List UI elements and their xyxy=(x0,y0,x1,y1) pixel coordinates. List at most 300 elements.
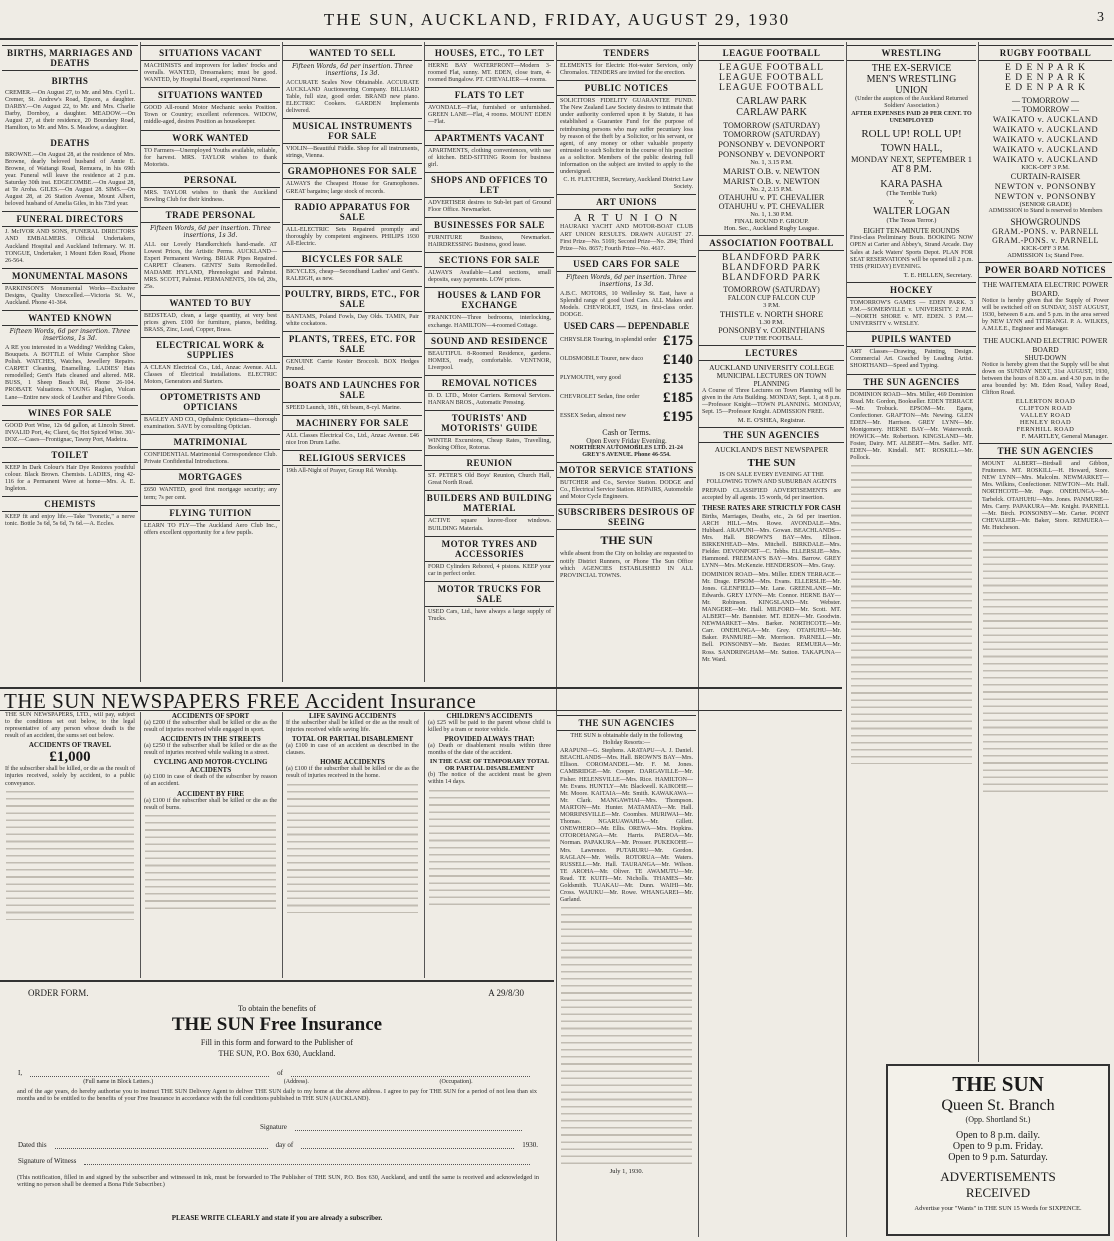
road-item: HENLEY ROAD xyxy=(1019,419,1072,427)
electrical-text: A CLEAN Electrical Co., Ltd., Anzac Avenue. ALL Classes of Electrical installations. ELECTRIC Motors, Generators and Starters. xyxy=(144,364,277,385)
eden-rows xyxy=(979,63,1112,93)
sun-agencies-heading-3: THE SUN AGENCIES xyxy=(979,443,1112,459)
plants-heading: PLANTS, TREES, ETC. FOR SALE xyxy=(283,331,422,357)
signature-label: Signature xyxy=(260,1123,287,1131)
eden-park-row: E D E N P A R K xyxy=(1005,83,1086,93)
boats-heading: BOATS AND LAUNCHES FOR SALE xyxy=(283,377,422,403)
order-address: THE SUN, P.O. Box 630, Auckland. xyxy=(218,1049,336,1058)
dependable-banner: USED CARS — DEPENDABLE xyxy=(563,320,690,331)
monday-next: MONDAY NEXT, SEPTEMBER 1 xyxy=(850,154,973,165)
rate-rule: Fifteen Words, 6d per insertion. Three insertions, 1s 3d. xyxy=(150,225,271,240)
opto-heading: OPTOMETRISTS AND OPTICIANS xyxy=(141,389,280,415)
exchange-text: FRANKTON—Three bedrooms, interlocking, exchange. HAMILTON—4-roomed Cottage. xyxy=(428,315,551,329)
plants-text: GENUINE Carrie Kester Broccoli. BOX Hedges Pruned. xyxy=(286,359,419,373)
column-wanted-sell xyxy=(282,42,422,682)
boats-text: SPEED Launch, 18ft., 6ft beam, 8-cyl. Marine. xyxy=(286,404,402,411)
time-1: No. 1, 3.15 P.M. xyxy=(750,159,793,166)
price-value: £175 xyxy=(663,332,693,349)
rugby-heading: RUGBY FOOTBALL xyxy=(979,45,1112,61)
witness-row xyxy=(18,1154,538,1165)
league-sign: Hon. Sec., Auckland Rugby League. xyxy=(724,225,819,232)
waikato-row: WAIKATO v. AUCKLAND xyxy=(992,114,1099,124)
sit-wanted-text: GOOD All-round Motor Mechanic seeks Position. Town or Country; excellent references. WIDOW, middle-aged, desires Position as housekeeper. xyxy=(144,105,277,126)
insurance-fill-4 xyxy=(429,789,550,909)
price-value: £135 xyxy=(663,370,693,387)
order-obtain: To obtain the benefits of xyxy=(237,1004,317,1013)
fire-text: (a) £100 if the subscriber shall be killed or die as the result of burns. xyxy=(144,797,277,811)
cycling-heading: CYCLING AND MOTOR-CYCLING ACCIDENTS xyxy=(153,758,268,775)
musical-text: VIOLIN—Beautiful Fiddle. Shop for all instruments, strings, Vienna. xyxy=(286,146,419,160)
price-note: CHRYSLER Touring, in splendid order xyxy=(560,337,657,344)
dayof-label: day of xyxy=(275,1141,294,1149)
sat-1: TOMORROW (SATURDAY) xyxy=(723,121,820,130)
removal-heading: REMOVAL NOTICES xyxy=(425,375,554,391)
match-3: MARIST O.B. v. NEWTON xyxy=(723,166,820,176)
machinery-text: ALL Classes Electrical Co., Ltd., Anzac Avenue. £46 nice Iron Drum Lathe. xyxy=(286,432,419,446)
strict-heading: THESE RATES ARE STRICTLY FOR CASH xyxy=(702,503,841,512)
rounds: EIGHT TEN-MINUTE ROUNDS xyxy=(863,227,960,236)
personal-heading: PERSONAL xyxy=(141,172,280,188)
time-2: No. 2, 2.15 P.M. xyxy=(750,186,793,193)
month-field[interactable] xyxy=(301,1138,514,1149)
insurance-col-3 xyxy=(282,712,422,978)
queen-open-3: Open to 9 p.m. Saturday. xyxy=(948,1152,1048,1163)
toilet-text: KEEP In Dark Colour's Hair Dye Restores youthful colour. Black Brown. Chemists. LADIES, ring 42-116 for a Permanent Wave at home—Mrs. A. E. Ingleton. xyxy=(5,464,135,493)
sun-open: IS ON SALE EVERY EVENING AT THE FOLLOWING TOWN AND SUBURBAN AGENTS xyxy=(706,472,837,486)
column-houses xyxy=(424,42,554,682)
road-item: FERNHILL ROAD xyxy=(1016,426,1075,434)
roll-up: ROLL UP! ROLL UP! xyxy=(861,128,962,141)
public-text: SOLICITORS FIDELITY GUARANTEE FUND. The New Zealand Law Society desires to intimate that under authority conferred upon it by Statute, it has established a Guarantee Fund for the purpose of reimbursing persons who may suffer pecuniary loss by reason of the theft by a Solicitor, or his servant, or agent, of any money or other valuable property entrusted to such Solicitor in the course of his practice as a solicitor. Members of the public desiring full information on the subject are invited to apply to the undersigned. xyxy=(560,98,693,176)
order-code: A 29/8/30 xyxy=(488,988,524,998)
grampons-row: GRAM.-PONS. v. PARNELL xyxy=(992,236,1099,246)
motor-service-text: BUTCHER and Co., Service Station. DODGE and Co., Electrical Service Station. REPAIRS, Automobile and Motor Cycle Engineers. xyxy=(560,480,693,501)
price-note: ESSEX Sedan, almost new xyxy=(560,413,627,420)
best-paper: AUCKLAND'S BEST NEWSPAPER xyxy=(714,445,829,455)
pupils-text: ART Classes—Drawing, Painting, Design. Commercial Art. Coached by Leading Artist. SHORTHAND—Speed and Typing. xyxy=(850,349,973,370)
kara-pasha: KARA PASHA xyxy=(880,179,943,191)
queen-open-2: Open to 9 p.m. Friday. xyxy=(952,1141,1044,1152)
removal-text: D. D. LTD., Motor Carriers. Removal Services. HANRAN BROS., Automatic Pressing. xyxy=(428,392,551,406)
shops-heading: SHOPS AND OFFICES TO LET xyxy=(425,172,554,198)
grampons-rows xyxy=(979,227,1112,245)
funeral-text: J. McIVOR AND SONS, FUNERAL DIRECTORS AND EMBALMERS. Official Undertakers, Auckland Hospital and Auckland Infirmary. W. H. TONGUE, Undertaker, 1 Mount Eden Road, Phone 26-564. xyxy=(5,229,135,264)
price-value: £195 xyxy=(663,408,693,425)
motor-tyres-text: FORD Cylinders Rebored, 4 pistons. KEEP your car in perfect order. xyxy=(428,563,551,577)
queen-branch: Queen St. Branch xyxy=(941,1097,1055,1114)
blandford-rows xyxy=(699,253,844,283)
falcon-cup: FALCON CUP FALCON CUP xyxy=(727,294,816,302)
match-4: MARIST O.B. v. NEWTON xyxy=(723,176,820,186)
insurance-banner xyxy=(0,687,842,711)
matrimonial-heading: MATRIMONIAL xyxy=(141,434,280,450)
insurance-fill-1 xyxy=(6,790,134,920)
final-round: FINAL ROUND F. GROUP. xyxy=(734,218,809,225)
machinery-heading: MACHINERY FOR SALE xyxy=(283,415,422,431)
births-heading: BIRTHS xyxy=(51,76,89,86)
wines-text: GOOD Port Wine, 12s 6d gallon, at Lincoln Street. INVALID Port, 4s; Claret, 6s; Hot Spiced Wine. 30/- DOZ.—Cases—Frontignac, Tawny Port, Madeira. xyxy=(5,422,135,443)
motor-trucks-heading: MOTOR TRUCKS FOR SALE xyxy=(425,581,554,607)
total-heading: TOTAL OR PARTIAL DISABLEMENT xyxy=(291,735,414,744)
mid-agencies-list: ARAPUNI—G. Stephens. ARATAPU—A. J. Daniel. BEACHLANDS—Mrs. Hall. BROWN'S BAY—Mrs. Ellison. COROMANDEL—Mr. F. M. Jones. CAMBRIDGE—Mr. Cooper. DARGAVILLE—Mr. Fisher. HELENSVILLE—Mrs. Rice. HAMILTON—Mr. Evans. HUNTLY—Mr. Blackwell. KAIKOHE—Mr. Moore. KAITAIA—Mr. Smith. KAWAKAWA—Mr. Clark. MANGAWHAI—Mrs. Thompson. MARTON—Mr. Hunter. MATAMATA—Mr. Hall. MORRINSVILLE—Mr. Coombes. MURIWAI—Mr. Thomas. NGARUAWAHIA—Mr. Gillett. ONEWHERO—Mr. Ellis. OREWA—Mrs. Hopkins. OTOROHANGA—Mr. Harris. PAEROA—Mr. Norman. PAPAKURA—Mr. Prosser. PUKEKOHE—Mrs. Lawrence. PUTARURU—Mr. Gordon. RAGLAN—Mr. Wells. ROTORUA—Mr. Waters. RUSSELL—Mr. Hall. TAURANGA—Mr. Wilson. TE AROHA—Mr. Oliver. TE AWAMUTU—Mr. Read. TE KUITI—Mr. Nicholls. THAMES—Mr. Goldsmith. TUAKAU—Mr. Dunn. WAIHI—Mr. Cross. WAIUKU—Mr. Rowe. WHANGAREI—Mr. Garland. xyxy=(560,748,693,904)
assoc-heading: ASSOCIATION FOOTBALL xyxy=(699,235,844,251)
agencies-fill xyxy=(851,464,972,764)
order-fill: Fill in this form and forward to the Publisher of xyxy=(200,1038,354,1047)
radio-text: ALL-ELECTRIC Sets Repaired promptly and thoroughly by competent engineers. PHILIPS 1930 All-Electric. xyxy=(286,226,419,247)
funeral-heading: FUNERAL DIRECTORS xyxy=(2,211,138,227)
assoc-match-1: THISTLE v. NORTH SHORE xyxy=(719,309,824,319)
sun-logo-2: THE SUN xyxy=(747,457,796,470)
shops-text: ADVERTISER desires to Sub-let part of Ground Floor Office. Newmarket. xyxy=(428,199,551,213)
mortgages-heading: MORTGAGES xyxy=(141,469,280,485)
mid-agencies-fill xyxy=(561,906,692,1166)
match-2: PONSONBY v. DEVONPORT xyxy=(718,149,825,159)
texas-terror: (The Texas Terror.) xyxy=(886,217,937,225)
blandford-row: BLANDFORD PARK xyxy=(722,273,821,283)
walter-logan: WALTER LOGAN xyxy=(872,206,951,218)
rate-rule: Fifteen Words, 6d per insertion. Three insertions, 1s 3d. xyxy=(292,63,413,78)
sun-logo: THE SUN xyxy=(600,533,653,548)
power-heading: POWER BOARD NOTICES xyxy=(979,262,1112,278)
power-text-2: Notice is hereby given that the Supply will be shut down on SUNDAY NEXT, 31st AUGUST, 1930, between the hours of 8.30 a.m. and 4.30 p.m. in the area bounded by: Mt. Eden Road, Valley Road, Clifton Road. xyxy=(982,361,1109,396)
wrestling-title-2: MEN'S WRESTLING xyxy=(866,74,957,85)
eden-park-row: E D E N P A R K xyxy=(1005,63,1086,73)
order-of-label: of xyxy=(277,1069,283,1077)
order-labels xyxy=(18,1079,538,1085)
motor-tyres-heading: MOTOR TYRES AND ACCESSORIES xyxy=(425,536,554,562)
agencies-text-3: MOUNT ALBERT—Birdsall and Gibbon, Fruiterers. MT. ROSKILL—H. Howard, Store. NEW LYNN—Mrs. Malcolm. NEWMARKET—Mrs. Wilkins, Confectioner. NEWTON—Mr. Hall. NORTHCOTE—Mr. Page. ONEHUNGA—Mr. Tarbelck. OTAHUHU—Mrs. Jones. PANMURE—Mrs. Carry. PAPAKURA—Mr. Knight. PARNELL—Mr. Birch. PONSONBY—Mr. Carter. POINT CHEVALIER—Mr. Baker, Store. REMUERA—Mr. Hutcheson. xyxy=(982,461,1109,531)
order-name-field[interactable] xyxy=(30,1066,269,1077)
wanted-buy-heading: WANTED TO BUY xyxy=(141,295,280,311)
bicycles-text: BICYCLES, cheap—Secondhand Ladies' and Gent's. RALEIGH, as new. xyxy=(286,268,419,283)
lectures-sub: MUNICIPAL LECTURES ON TOWN PLANNING xyxy=(716,372,827,388)
wrestling-sign: T. E. HELLEN, Secretary. xyxy=(903,271,972,279)
prepaid-text: PREPAID CLASSIFIED ADVERTISEMENTS are accepted by all agents. 15 words, 6d per insertion. xyxy=(702,487,841,501)
wanted-sell-text: ACCURATE Scales Now Obtainable. ACCURATE AUCKLAND Auctioneering Company. BILLIARD Table, full size, good order. BRAND new piano. ELECTRIC Cookers. GARDEN Implements delivered. xyxy=(286,79,419,115)
northern-auto: NORTHERN AUTOMOBILES LTD. 21-24 GREY'S AVENUE. Phone 46-554. xyxy=(570,444,683,459)
queen-ads: ADVERTISEMENTS xyxy=(940,1169,1056,1184)
motor-trucks-text: USED Cars, Ltd., have always a large supply of Trucks. xyxy=(428,608,551,622)
apartments-heading: APARTMENTS VACANT xyxy=(425,130,554,146)
gramophones-heading: GRAMOPHONES FOR SALE xyxy=(283,163,422,179)
assoc-cup: CUP THE FOOTBALL xyxy=(740,335,803,342)
lectures-sign: M. E. O'SHEA, Registrar. xyxy=(737,417,806,425)
road-item: ELLERTON ROAD xyxy=(1015,398,1076,406)
lectures-heading: LECTURES xyxy=(699,345,844,361)
agencies-fill-2 xyxy=(983,534,1108,794)
power-head: THE WAITEMATA ELECTRIC POWER BOARD. xyxy=(982,280,1109,299)
waikato-row: WAIKATO v. AUCKLAND xyxy=(992,134,1099,144)
wrestling-title-1: THE EX-SERVICE xyxy=(871,63,952,74)
order-agree: and of the age years, do hereby authorise you to instruct THE SUN Delivery Agent to deliver THE SUN daily to my home at the above address. I agree to pay for THE SUN for a period of not less than six months and to be entitled to the benefits of your Free Insurance in accordance with the full conditions published in THE SUN (AUCKLAND). xyxy=(17,1088,537,1103)
insurance-intro: THE SUN NEWSPAPERS, LTD., will pay, subject to the conditions set out below, to the legal representative of any person whose death is the result of an accident, the sums set out below. xyxy=(5,712,135,740)
opto-text: BAGLEY AND CO., Opthalmic Opticians—thorough examination. SAVE by consulting Optician. xyxy=(144,417,277,431)
eden-park-row: E D E N P A R K xyxy=(1005,73,1086,83)
flats-heading: FLATS TO LET xyxy=(425,87,554,103)
time-3: No. 1, 1.30 P.M. xyxy=(750,211,793,218)
fire-heading: ACCIDENT BY FIRE xyxy=(177,789,244,798)
sun-agencies-heading-2: THE SUN AGENCIES xyxy=(847,374,976,390)
insurance-fill-2 xyxy=(145,814,276,914)
waikato-row: WAIKATO v. AUCKLAND xyxy=(992,124,1099,134)
assoc-time: 3 P.M. xyxy=(763,302,780,309)
at-8: AT 8 P.M. xyxy=(891,164,932,176)
electrical-heading: ELECTRICAL WORK & SUPPLIES xyxy=(141,337,280,363)
tomorrow-1: — TOMORROW — xyxy=(1011,96,1080,105)
sat-2: TOMORROW (SATURDAY) xyxy=(723,130,820,139)
sport-heading: ACCIDENTS OF SPORT xyxy=(171,712,250,720)
blandford-row: BLANDFORD PARK xyxy=(722,263,821,273)
musical-heading: MUSICAL INSTRUMENTS FOR SALE xyxy=(283,118,422,144)
sport-text: (a) £200 if the subscriber shall be killed or die as the result of injuries received while engaged in sport. xyxy=(144,720,277,734)
masthead-title: THE SUN, AUCKLAND, FRIDAY, AUGUST 29, 1930 xyxy=(323,10,791,29)
league-rows xyxy=(699,63,844,93)
business-heading: BUSINESSES FOR SALE xyxy=(425,217,554,233)
order-line-1 xyxy=(18,1066,538,1077)
queen-advertise: Advertise your "Wants" in THE SUN 15 Words for SIXPENCE. xyxy=(914,1205,1082,1212)
houses-text: HERNE BAY WATERFRONT—Modern 3-roomed Flat, sunny. MT. EDEN, close tram, 4-roomed Bungalow. PT. CHEVALIER—4 rooms. xyxy=(428,63,551,84)
radio-heading: RADIO APPARATUS FOR SALE xyxy=(283,199,422,225)
section-births-heading: BIRTHS, MARRIAGES AND DEATHS xyxy=(2,45,138,71)
lectures-head: AUCKLAND UNIVERSITY COLLEGE xyxy=(709,363,834,372)
religious-text: 19th All-Night of Prayer, Group Rd. Worship. xyxy=(286,467,398,474)
poultry-text: BANTAMS, Poland Fowls, Day Olds. TAMIN, Pair white cockatoos. xyxy=(286,314,419,328)
price-row xyxy=(560,352,693,369)
blandford-row: BLANDFORD PARK xyxy=(722,253,821,263)
wanted-sell-heading: WANTED TO SELL xyxy=(283,45,422,61)
mid-agencies-heading: THE SUN AGENCIES xyxy=(557,715,696,731)
newton-row: NEWTON v. PONSONBY xyxy=(994,191,1097,201)
column-births xyxy=(2,42,138,682)
tourists-text: WINTER Excursions, Cheap Rates, Travelling, Booking Office, Rotorua. xyxy=(428,438,551,452)
price-value: £140 xyxy=(663,351,693,368)
wanted-buy-text: BEDSTEAD, clean, a large quantity, at very best prices given. £100 for furniture, pianos, bedding. BRASS, Zinc, Lead, Copper, Brass. xyxy=(144,312,277,333)
hockey-heading: HOCKEY xyxy=(847,282,976,298)
art-text: HAURAKI YACHT AND MOTOR-BOAT CLUB ART UNION RESULTS. DRAWN AUGUST 27. First Prize—No. 5169; Second Prize—No. 284; Third Prize—No. 8657; Fourth Prize—No. 4617. xyxy=(560,224,693,252)
strict-text: Births, Marriages, Deaths, etc., 2s 6d per insertion. ARCH HILL—Mrs. Rowe. AVONDALE—Mrs. Hubbard. ARAPUNI—Mrs. Gowan. BEACHLANDS—Mrs. Hall. BROWN'S BAY—Mrs. Ellison. BIRKENHEAD—Mrs. Mitchell. BIRKDALE—Mrs. Fielder. DEVONPORT—C. Tebbs. ELLERSLIE—Mrs. Hammond. FREEMAN'S BAY—Mrs. Barrow. GREY LYNN—Mrs. McKenzie. HENDERSON—Mrs. Gray. xyxy=(702,513,841,570)
order-form xyxy=(0,980,554,1241)
column-football xyxy=(698,42,844,1237)
used-cars-heading: USED CARS FOR SALE xyxy=(557,256,696,272)
rate-rule: Fifteen Words, 6d per insertion. Three insertions, 1s 3d. xyxy=(9,328,131,343)
signature-row xyxy=(260,1120,530,1131)
total-text: (a) £100 in case of an accident as described in the clauses. xyxy=(286,743,419,757)
power-sign: F. MARTLEY, General Manager. xyxy=(1021,433,1108,441)
children-text: (a) £25 will be paid to the parent whose child is killed by a tram or motor vehicle. xyxy=(428,720,551,734)
curtain-raiser: CURTAIN-RAISER xyxy=(1010,171,1081,181)
power-text: Notice is hereby given that the Supply of Power will be switched off on SUNDAY, 31ST AUGUST, 1930, between 8 a.m. and 5 p.m. in the area served by NEW LYNN and TITIRANGI. P. A. WILKES, A.M.I.E.E., Engineer and Manager. xyxy=(982,298,1109,333)
builders-heading: BUILDERS AND BUILDING MATERIAL xyxy=(425,490,554,516)
price-note: CHEVROLET Sedan, fine order xyxy=(560,394,640,401)
dated-row xyxy=(18,1138,538,1149)
address-label: (Address). xyxy=(283,1079,309,1085)
deaths-text: BROWNE.—On August 28, at the residence of Mrs. Browne, dearly beloved husband of Annie E. Browne, of Waitangi Road, Remuera, in his 69th year. Funeral will leave the residence at 2 p.m. Saturday 30th inst. EDGECOMBE.—On August 28, at Te Aroha. GILES.—On August 28. SIMS.—On August 28, at 26 Station Avenue, Mount Albert, beloved husband of Amelia Giles, in his 73rd year. xyxy=(5,151,135,208)
wrestling-text: First-class Preliminary Bouts. BOOKING NOW OPEN at Carter and Abbey's, Strand Arcade. Day Sales at Jack Waters' Sports Depot. PLAN FOR SEAT RESERVATIONS will be opened till 2 p.m. THIS (FRIDAY) EVENING. xyxy=(850,235,973,270)
witness-label: Signature of Witness xyxy=(18,1157,77,1165)
cycling-text: (a) £100 in case of death of the subscriber by reason of an accident. xyxy=(144,774,277,788)
price-row xyxy=(560,390,693,407)
terrible-turk: (The Terrible Turk) xyxy=(886,190,937,198)
assoc-match-2: PONSONBY v. CORINTHIANS xyxy=(718,326,825,335)
wanted-known-text: A RE you interested in a Wedding? Wedding Cakes, Bouquets. A BOTTLE of White Camphor Shoe Polish. WATCHES, Watches, Jewellery Repairs. CARPET Cleaning, Enamelling. LADIES' Hats remodelled; Gent's Hats cleaned and altered. MR. BUSS, 1 Sheep Beach Rd, Phone 26-104. PROBATE Valuations. YOUNG Raglan, Vulcan Lane—Entire new stock of Leather and Fibre Goods. xyxy=(5,344,135,401)
subscribers-heading: SUBSCRIBERS DESIROUS OF SEEING xyxy=(557,504,696,530)
versus: v. xyxy=(908,197,915,207)
price-note: OLDSMOBILE Tourer, new duco xyxy=(560,356,644,363)
deaths-heading: DEATHS xyxy=(50,137,90,148)
home-heading: HOME ACCIDENTS xyxy=(320,758,385,767)
kickoff-2: KICK-OFF 3 P.M. xyxy=(1021,245,1070,253)
travel-heading: ACCIDENTS OF TRAVEL xyxy=(28,741,112,750)
wines-heading: WINES FOR SALE xyxy=(2,405,138,421)
league-row: LEAGUE FOOTBALL xyxy=(719,83,824,93)
street-heading: ACCIDENTS IN THE STREETS xyxy=(160,735,261,744)
monumental-heading: MONUMENTAL MASONS xyxy=(2,268,138,284)
dated-label: Dated this xyxy=(18,1141,47,1149)
subscribers-text: while absent from the City on holiday are requested to notify District Runners, or Phone The Sun Office which AGENCIES ESTABLISHED IN ALL PROVINCIAL TOWNS. xyxy=(560,551,693,579)
poultry-heading: POULTRY, BIRDS, ETC., FOR SALE xyxy=(283,286,422,312)
chemists-heading: CHEMISTS xyxy=(2,496,138,512)
admission-2: ADMISSION 1s; Stand Free. xyxy=(1007,252,1084,260)
price-value: £185 xyxy=(663,389,693,406)
power-head-2: THE AUCKLAND ELECTRIC POWER BOARD xyxy=(983,335,1108,354)
houses-heading: HOUSES, ETC., TO LET xyxy=(425,45,554,61)
monumental-text: PARKINSON'S Monumental Works—Exclusive Designs, Quality Unexcelled.—Victoria St. W., Auckland. Phone 41-364. xyxy=(5,285,135,306)
situations-text: MACHINISTS and improvers for ladies' frocks and overalls. WANTED, Dressmakers; must be good. WANTED, by Hospital Board, experienced Nurse. xyxy=(144,63,277,84)
agencies-list: DOMINION ROAD—Mrs. Miller. EDEN TERRACE—Mr. Drage. EPSOM—Mrs. Evans. ELLERSLIE—Mr. Jones. GLENFIELD—Mr. Lane. GREENLANE—Mr. Edwards. GREY LYNN—Mr. Connor. HERNE BAY—Mr. Robinson. KINGSLAND—Mr. Webster. MANGERE—Mr. Hall. MILFORD—Mr. Scott. MT. ALBERT—Mr. Bannister. MT. EDEN—Mr. Goodwin. NEWMARKET—Mrs. Barker. NORTHCOTE—Mr. Carr. ONEHUNGA—Mr. Grey. OTAHUHU—Mr. Baker. PANMURE—Mr. Morrison. PARNELL—Mr. Bell. PONSONBY—Mr. Baxter. REMUERA—Mr. Ross. SANDRINGHAM—Mr. Sutton. TAKAPUNA—Mr. Ward. xyxy=(702,571,841,663)
shutdown: SHUT-DOWN xyxy=(1024,353,1067,362)
carlaw-2: CARLAW PARK xyxy=(736,107,807,118)
mortgages-text: £650 WANTED, good first mortgage security; any term; 7s per cent. xyxy=(144,487,277,501)
hockey-text: TOMORROW'S GAMES — EDEN PARK. 3 P.M.—SOMERVILLE v. UNIVERSITY. 2 P.M.—NORTH SHORE v. MT. EDEN. 3 P.M.—UNIVERSITY v. WESLEY. xyxy=(850,299,973,328)
dated-field[interactable] xyxy=(55,1138,268,1149)
children-heading: CHILDREN'S ACCIDENTS xyxy=(446,712,533,720)
queen-received: RECEIVED xyxy=(965,1185,1031,1200)
assoc-time-2: 1.30 P.M. xyxy=(759,319,784,326)
trade-heading: TRADE PERSONAL xyxy=(141,207,280,223)
queen-st-branch-ad xyxy=(886,1064,1110,1236)
public-heading: PUBLIC NOTICES xyxy=(557,80,696,96)
wrestling-heading: WRESTLING xyxy=(847,45,976,61)
match-1: PONSONBY v. DEVONPORT xyxy=(718,139,825,149)
grampons-row: GRAM.-PONS. v. PARNELL xyxy=(992,227,1099,237)
roads-list xyxy=(979,398,1112,433)
newton-rows xyxy=(979,181,1112,201)
provided-text: (a) Death or disablement results within three months of the date of the accident. xyxy=(428,743,551,757)
matrimonial-text: CONFIDENTIAL Matrimonial Correspondence Club. Private Confidential Introductions. xyxy=(144,452,277,466)
column-rugby xyxy=(978,42,1112,1062)
column-situations xyxy=(140,42,280,682)
wrestling-sub: (Under the auspices of the Auckland Returned Soldiers' Association.) xyxy=(855,96,968,110)
births-text: CREMER.—On August 27, to Mr. and Mrs. Cyril L. Cremer, St. Andrew's Road, Epsom, a daughter. DARBY.—On August 22, to Mr. and Mrs. Charlie Darby, Dornboy, a daughter. MEADOW.—On August 27, at their residence, 20 Boundary Road, Hamilton, to Mr. and Mrs. S. Meadow, a daughter. xyxy=(5,90,135,132)
work-heading: WORK WANTED xyxy=(141,130,280,146)
sound-text: BEAUTIFUL 8-Roomed Residence, gardens. HOMES, ready, comfortable. VENTNOR, Liverpool. xyxy=(428,350,551,371)
wrestling-title-3: UNION xyxy=(895,85,928,96)
sit-wanted-heading: SITUATIONS WANTED xyxy=(141,87,280,103)
work-text: TO Farmers—Unemployed Youths available, reliable, for harvest. MRS. TAYLOR wishes to thank Motorists. xyxy=(144,147,277,168)
flats-text: AVONDALE—Flat, furnished or unfurnished. GREEN LANE—Flat, 4 rooms. MOUNT EDEN—Flat. xyxy=(428,105,551,126)
builders-text: ACTIVE square louvre-floor windows. BUILDING Materials. xyxy=(428,518,551,532)
sections-heading: SECTIONS FOR SALE xyxy=(425,252,554,268)
reunion-text: ST. PETER'S Old Boys' Reunion, Church Hall, Great North Road. xyxy=(428,473,551,487)
year-label: 1930. xyxy=(522,1141,538,1149)
insurance-col-1 xyxy=(2,712,138,978)
sound-heading: SOUND AND RESIDENCE xyxy=(425,333,554,349)
flying-heading: FLYING TUITION xyxy=(141,505,280,521)
occupation-label: (Occupation). xyxy=(439,1079,473,1085)
partial-text: (b) The notice of the accident must be given within 14 days. xyxy=(428,772,551,786)
road-item: CLIFTON ROAD xyxy=(1018,405,1073,413)
town-hall: TOWN HALL, xyxy=(880,143,943,155)
league-row: LEAGUE FOOTBALL xyxy=(719,63,824,73)
chemists-text: KEEP fit and enjoy life.—Take "Ivonetic," a nerve tonic. Bottle 3s 6d, 5s 6d, 7s 6d.—A. Eccles. xyxy=(5,514,135,528)
league-row: LEAGUE FOOTBALL xyxy=(719,73,824,83)
religious-heading: RELIGIOUS SERVICES xyxy=(283,450,422,466)
home-text: (a) £100 if the subscriber shall be killed or die as the result of injuries received in the home. xyxy=(286,766,419,780)
newton-row: NEWTON v. PONSONBY xyxy=(994,181,1097,191)
signature-field[interactable] xyxy=(295,1120,522,1131)
price-list xyxy=(557,333,696,426)
insurance-amount: £1,000 xyxy=(49,749,91,766)
order-footer: (This notification, filled in and signed by the subscriber and witnessed in ink, must be forwarded to The Publisher of THE SUN, P.O. Box 630, Auckland, and until the same is received and acknowledged in writing no person shall be deemed a Bona Fide Subscriber.) xyxy=(17,1174,539,1189)
match-6: OTAHUHU v. PT. CHEVALIER xyxy=(718,202,825,211)
grades: (SENIOR GRADE) xyxy=(1019,201,1072,208)
pupils-heading: PUPILS WANTED xyxy=(847,331,976,347)
waikato-rows xyxy=(979,114,1112,164)
sections-text: ALWAYS Available—Land sections, small deposits, easy payments. LOW prices. xyxy=(428,270,551,284)
insurance-dated: July 1, 1930. xyxy=(609,1168,644,1176)
price-row xyxy=(560,333,693,350)
column-wrestling xyxy=(846,42,976,1237)
witness-field[interactable] xyxy=(84,1154,530,1165)
admission: ADMISSION to Stand is reserved to Members xyxy=(988,208,1103,214)
exchange-heading: HOUSES & LAND FOR EXCHANGE xyxy=(425,287,554,313)
business-text: FURNITURE Business, Newmarket. HAIRDRESSING Business, good lease. xyxy=(428,235,551,249)
street-text: (a) £250 if the subscriber shall be killed or die as the result of injuries received while walking in a street. xyxy=(144,743,277,757)
match-5: OTAHUHU v. PT. CHEVALIER xyxy=(718,193,825,202)
mid-agencies-head: THE SUN is obtainable daily in the following Holiday Resorts:— xyxy=(570,733,683,747)
art-heading: ART UNIONS xyxy=(557,194,696,210)
lectures-text: A Course of Three Lectures on Town Planning will be given in the Arts Building. MONDAY, Sept. 1, at 8 p.m.—Professor Knight—TOWN PLANNING. MONDAY, Sept. 15—Professor Knight. ADMISSION FREE. xyxy=(702,388,841,416)
personal-text: MRS. TAYLOR wishes to thank the Auckland Bowling Club for their kindness. xyxy=(144,189,277,203)
apartments-text: APARTMENTS, clothing conveniences, with use of kitchen. BED-SITTING Room for business girl. xyxy=(428,147,551,168)
price-row xyxy=(560,409,693,426)
wanted-known-heading: WANTED KNOWN xyxy=(2,310,138,326)
public-sign: C. H. FLETCHER, Secretary, Auckland District Law Society. xyxy=(563,177,693,191)
art-banner: A R T U N I O N xyxy=(573,212,680,225)
insurance-headline: THE SUN NEWSPAPERS FREE Accident Insurance xyxy=(4,689,477,713)
order-i-label: I, xyxy=(18,1069,23,1077)
kickoff: KICK-OFF 3 P.M. xyxy=(1021,164,1070,171)
reunion-heading: REUNION xyxy=(425,455,554,471)
tenders-heading: TENDERS xyxy=(557,45,696,61)
flying-text: LEARN TO FLY—The Auckland Aero Club Inc., offers excellent opportunity for a few pupils. xyxy=(144,522,277,536)
assoc-sat: TOMORROW (SATURDAY) xyxy=(723,285,820,294)
travel-text: If the subscriber shall be killed, or die as the result of injuries received, solely by accident, to a public conveyance. xyxy=(5,766,135,787)
tenders-text: ELEMENTS for Electric Hot-water Services, only Chromalox. TENDERS are invited for the erection. xyxy=(560,63,693,77)
order-label: ORDER FORM. xyxy=(28,988,89,998)
rate-rule: Fifteen Words, 6d per insertion. Three insertions, 1s 3d. xyxy=(566,273,687,289)
order-title: THE SUN Free Insurance xyxy=(171,1014,383,1035)
situations-heading: SITUATIONS VACANT xyxy=(141,45,280,61)
waikato-row: WAIKATO v. AUCKLAND xyxy=(992,144,1099,154)
carlaw-1: CARLAW PARK xyxy=(736,96,807,107)
order-address-field[interactable] xyxy=(291,1066,530,1077)
insurance-col-5 xyxy=(556,712,696,1241)
road-item: VALLEY ROAD xyxy=(1020,412,1071,420)
trade-text: ALL our Lovely Handkerchiefs hand-made. AT Lowest Prices, the Artistic Perms. AUCKLAND—Expert Permanent Waving. BRIAR Pipes Repaired. CARPET Cleaners. GENTS' Suits Remodelled. MADAME HYLAND, Phrenologist and Palmist. MRS. SCOTT, Palmist. PERMANENTS, 10s 6d, 20s, 25s. xyxy=(144,241,277,291)
tomorrow-2: — TOMORROW — xyxy=(1011,105,1080,114)
page-number: 3 xyxy=(1097,10,1104,25)
